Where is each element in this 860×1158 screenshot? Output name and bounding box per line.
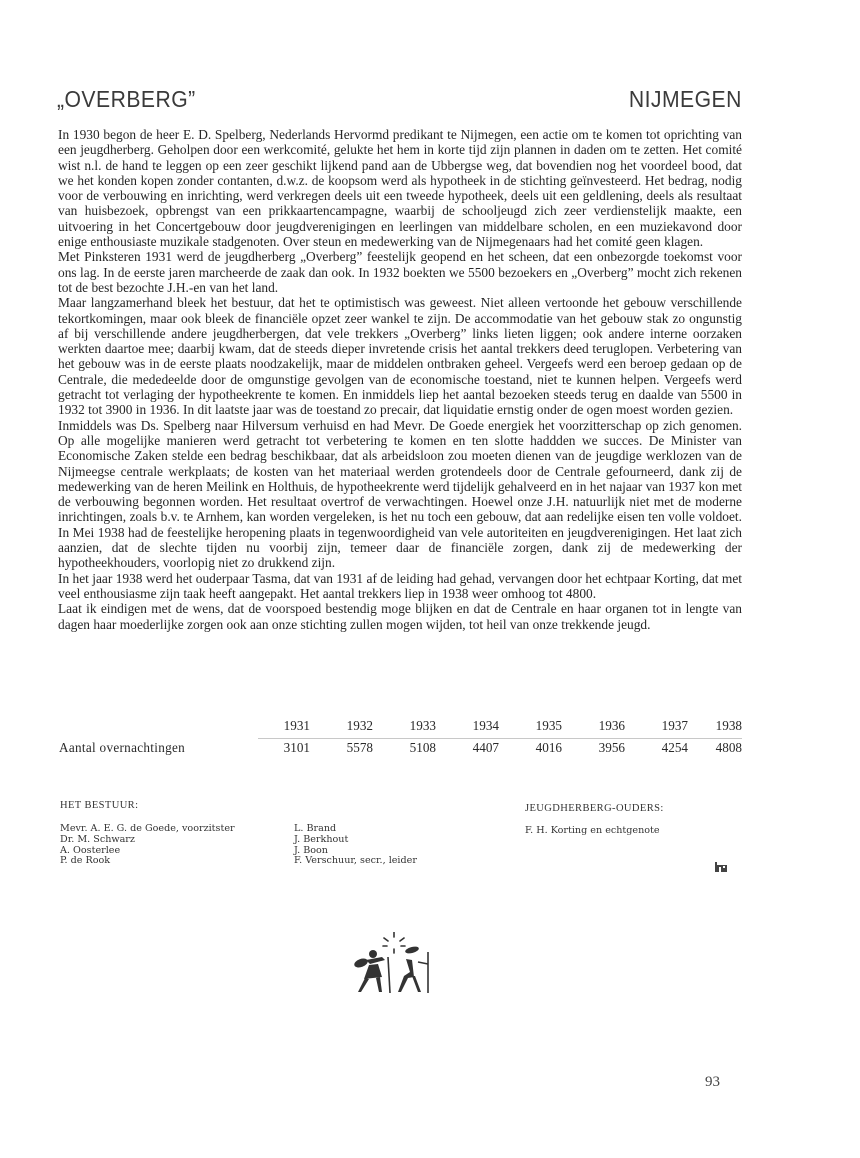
- row-label: Aantal overnachtingen: [59, 740, 186, 755]
- board-heading: HET BESTUUR:: [60, 800, 139, 811]
- paragraph: Maar langzamerhand bleek het bestuur, dat het te optimistisch was geweest. Niet alleen vertoonde het gebouw verschillende tekortkomingen, maar ook bleek de financiële opzet zeer wankel te zijn. De accommodatie van het gebouw stak zo ongunstig af bij verschillende andere jeugdherbergen, dat vele trekkers „Overberg” links lieten liggen; ook andere interne oorzaken werkten daartoe mee; daarbij kwam, dat de steeds dieper invretende crisis het aantal trekkers deed teruglopen. Verbetering van het gebouw was in de eerste plaats noodzakelijk, maar de middelen ontbraken geheel. Vergeefs werd een beroep gedaan op de Centrale, die mededeelde door de omgunstige gevolgen van de economische toestand, niet te kunnen helpen. Vergeefs werd getracht tot verlaging der hypotheekrente te komen. En inmiddels liep het aantal bezoeken steeds terug en daalde van 5500 in 1932 tot 3900 in 1936. In dit laatste jaar was de toestand zo precair, dat liquidatie ernstig onder de ogen moest worden gezien.: [58, 295, 742, 418]
- value-cell: 4016: [535, 740, 562, 755]
- hikers-emblem-icon: [352, 932, 442, 998]
- overnight-stats-table: [58, 716, 742, 760]
- year-cell: 1937: [661, 718, 688, 733]
- paragraph: In 1930 begon de heer E. D. Spelberg, Nederlands Hervormd predikant te Nijmegen, een actie om te komen tot oprichting van een jeugdherberg. Geholpen door een werkcomité, gelukte het hem in korte tijd zijn plannen in daden om te zetten. Het comité wist n.l. de hand te leggen op een zeer geschikt lijkend pand aan de Ubbergse weg, dat bovendien nog het voordeel bood, dat we het konden kopen zonder contanten, d.w.z. de koopsom werd als hypotheek in de stichting geïnvesteerd. Het bedrag, nodig voor de verbouwing en inrichting, werd verkregen deels uit een tweede hypotheek, deels uit een geldlening, deels als resultaat van huisbezoek, opbrengst van een prikkaartencampagne, waarbij de schooljeugd zich zeer verdienstelijk maakte, een uitvoering in het Concertgebouw door jeugdverenigingen en leerlingen van middelbare scholen, en een muziekavond door enige enthousiaste muzikale stadgenoten. Over steun en medewerking van de Nijmegenaars had het comité geen klagen.: [58, 127, 742, 250]
- year-cell: 1933: [409, 718, 436, 733]
- value-cell: 3956: [598, 740, 625, 755]
- article-body: [58, 127, 742, 632]
- year-header-row: [58, 716, 742, 738]
- value-cell: 4808: [715, 740, 742, 755]
- board-column-1: [60, 824, 235, 867]
- year-cell: 1932: [346, 718, 373, 733]
- board-column-2: [294, 824, 417, 867]
- wardens-heading: JEUGDHERBERG-OUDERS:: [525, 803, 664, 814]
- year-cell: 1931: [283, 718, 310, 733]
- board-member: A. Oosterlee: [60, 844, 121, 856]
- value-cell: 4254: [661, 740, 688, 755]
- hostel-building-icon: [714, 858, 728, 877]
- board-member: Mevr. A. E. G. de Goede, voorzitster: [60, 823, 235, 834]
- paragraph: In het jaar 1938 werd het ouderpaar Tasma, dat van 1931 af de leiding had gehad, vervangen door het echtpaar Korting, dat met veel enthousiasme zijn taak heeft aangepakt. Het aantal trekkers liep in 1938 weer omhoog tot 4800.: [58, 570, 742, 601]
- paragraph: Inmiddels was Ds. Spelberg naar Hilversum verhuisd en had Mevr. De Goede energiek het voorzitterschap op zich genomen. Op alle mogelijke manieren werd getracht tot verbetering te komen en ten slotte haddden we succes. De Minister van Economische Zaken stelde een bedrag beschikbaar, dat als arbeidsloon zou moeten dienen van de jeugdige werklozen van de Nijmeegse centrale werkplaats; de kosten van het materiaal werden grotendeels door de Centrale gefourneerd, dank zij de medewerking van de heren Meilink en Holthuis, de hypotheekrente werd tijdelijk gehalveerd en in het najaar van 1937 kon met de verbouwing begonnen worden. Het resultaat overtrof de verwachtingen. Hoewel onze J.H. natuurlijk niet met de moderne inrichtingen, zoals b.v. te Arnhem, kan worden vergeleken, is het nu toch een gebouw, dat aan redelijke eisen ten volle voldoet. In Mei 1938 had de feestelijke heropening plaats in tegenwoordigheid van vele autoriteiten en jeugdverenigingen. Het laat zich aanzien, dat de slechte tijden nu voorbij zijn, temeer daar de financiële zorgen, dank zij de medewerking der hypotheekhouders, voorlopig niet zo drukkend zijn.: [58, 417, 742, 571]
- board-member: J. Berkhout: [294, 833, 349, 845]
- value-cell: 3101: [283, 740, 310, 755]
- board-member: P. de Rook: [60, 855, 111, 867]
- value-cell: 4407: [472, 740, 499, 755]
- value-cell: 5578: [346, 740, 373, 755]
- page-number: 93: [705, 1074, 720, 1090]
- article-title: „OVERBERG”: [57, 86, 196, 112]
- year-cell: 1936: [598, 718, 625, 733]
- year-cell: 1938: [715, 718, 742, 733]
- year-cell: 1934: [472, 718, 499, 733]
- paragraph: Met Pinksteren 1931 werd de jeugdherberg „Overberg” feestelijk geopend en het scheen, dat een onbezorgde toekomst voor ons lag. In de eerste jaren marcheerde de zaak dan ook. In 1932 boekten we 5500 bezoekers en „Overberg” mocht zich rekenen tot de best bezochte J.H.-en van het land.: [58, 249, 742, 295]
- year-cell: 1935: [535, 718, 562, 733]
- wardens-names: F. H. Korting en echtgenote: [525, 825, 660, 836]
- paragraph: Laat ik eindigen met de wens, dat de voorspoed bestendig moge blijken en dat de Centrale en haar organen tot in lengte van dagen haar moederlijke zorgen ook aan onze stichting zullen mogen wijden, tot heil van onze trekkende jeugd.: [58, 601, 742, 632]
- article-location: NIJMEGEN: [628, 86, 742, 112]
- value-cell: 5108: [409, 740, 436, 755]
- board-member: J. Boon: [294, 844, 328, 856]
- board-member: Dr. M. Schwarz: [60, 833, 135, 845]
- board-member: L. Brand: [294, 823, 337, 834]
- value-row: [58, 738, 742, 760]
- board-member: F. Verschuur, secr., leider: [294, 855, 417, 867]
